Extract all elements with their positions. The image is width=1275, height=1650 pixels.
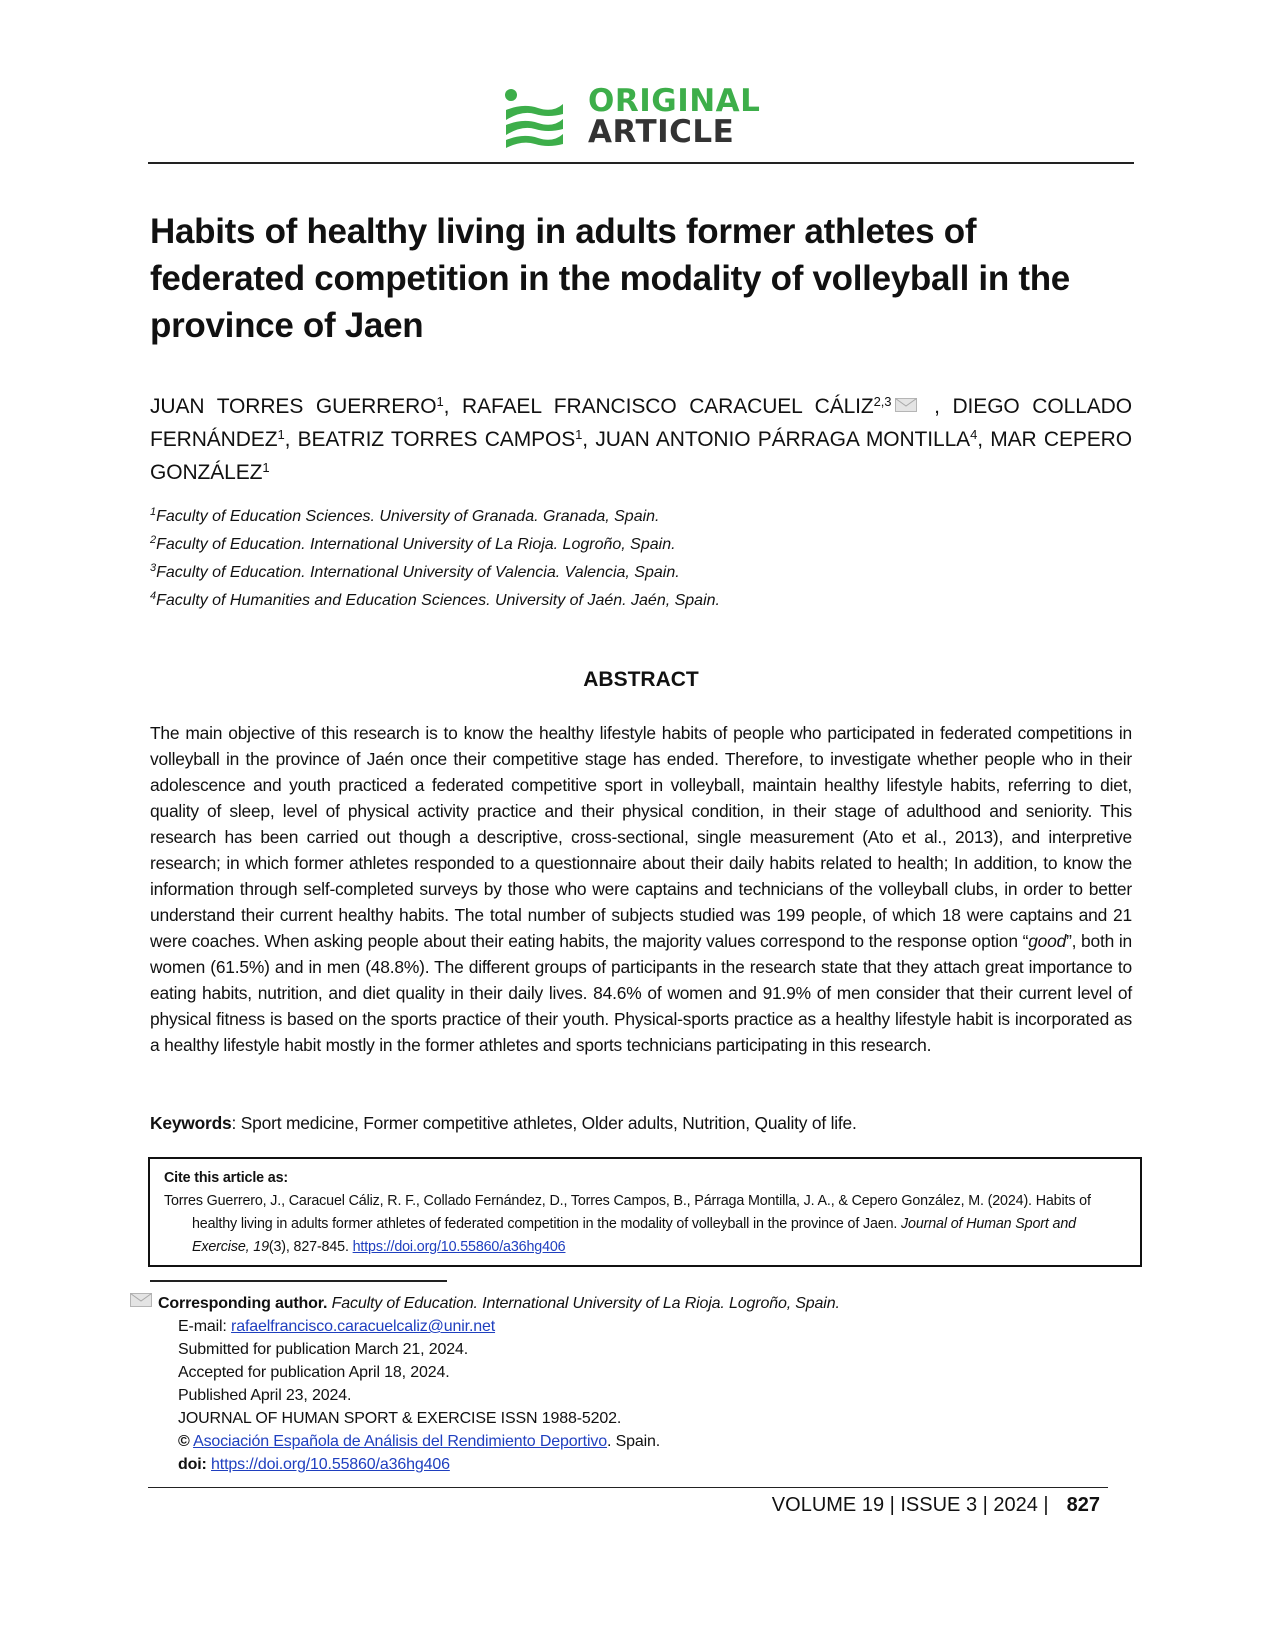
affiliation-text: Faculty of Education Sciences. University of Granada. Granada, Spain. xyxy=(156,508,660,525)
page-footer xyxy=(700,1494,1100,1517)
author-name: MAR CEPERO GONZÁLEZ xyxy=(150,428,1132,484)
abstract-text-part1: The main objective of this research is to know the healthy lifestyle habits of people who participated in federated competitions in volleyball in the province of Jaén once their competitive stage has ended. Therefore, to investigate whether people who in their adolescence and youth practiced a federated competitive sport in volleyball, maintain healthy lifestyle habits, referring to diet, quality of sleep, level of physical activity practice and their physical condition, in their stage of adulthood and seniority. This research has been carried out though a descriptive, cross-sectional, single measurement (Ato et al., 2013), and interpretive research; in which former athletes responded to a questionnaire about their daily habits related to health; In addition, to know the information through self-completed surveys by those who were captains and technicians of the volleyball clubs, in order to better understand their current healthy habits. The total number of subjects studied was 199 people, of which 18 were captains and 21 were coaches. When asking people about their eating habits, the majority values correspond to the response option “ xyxy=(150,723,1132,951)
author-separator: , xyxy=(582,428,596,451)
author-name: RAFAEL FRANCISCO CARACUEL CÁLIZ xyxy=(461,395,874,418)
author-separator: , xyxy=(284,428,298,451)
cite-journal: Journal of Human Sport and Exercise, 19 xyxy=(192,1216,1076,1255)
affiliation-text: Faculty of Education. International University of La Rioja. Logroño, Spain. xyxy=(156,536,676,553)
logo-text xyxy=(588,83,761,150)
affiliation-number: 4 xyxy=(150,590,157,602)
stripes-logo-icon xyxy=(503,88,565,148)
corresponding-author-label: Corresponding author. xyxy=(158,1295,328,1312)
affiliation-list xyxy=(150,503,1050,615)
original-article-logo xyxy=(503,83,783,152)
affiliation-text: Faculty of Education. International University of Valencia. Valencia, Spain. xyxy=(156,564,680,581)
affiliation-item xyxy=(150,587,1050,615)
affiliation-item xyxy=(150,531,1050,559)
cite-main-text: Torres Guerrero, J., Caracuel Cáliz, R. F., Collado Fernández, D., Torres Campos, B., Párraga Montilla, J. A., & Cepero González, M. (2024). Habits of healthy living in adults former athletes of federated competition in the modality of volleyball in the province of Jaen. xyxy=(164,1193,1091,1232)
author-affiliation-sup: 1 xyxy=(436,394,444,409)
doi-label: doi: xyxy=(178,1456,207,1473)
author-separator: , xyxy=(977,428,991,451)
author-name: BEATRIZ TORRES CAMPOS xyxy=(297,428,576,451)
copyright-line xyxy=(130,1430,1110,1453)
copyright-tail: . Spain. xyxy=(606,1433,661,1450)
author-affiliation-sup: 1 xyxy=(575,427,583,442)
journal-issn: JOURNAL OF HUMAN SPORT & EXERCISE ISSN 1988-5202. xyxy=(178,1410,622,1427)
corresponding-author-line xyxy=(130,1292,1110,1315)
volume-info: VOLUME 19 | ISSUE 3 | 2024 | xyxy=(771,1494,1049,1516)
copyright-org-link[interactable]: Asociación Española de Análisis del Rendimiento Deportivo xyxy=(193,1433,607,1450)
email-line xyxy=(130,1315,1110,1338)
accepted-date: Accepted for publication April 18, 2024. xyxy=(178,1364,450,1381)
author-name: DIEGO COLLADO FERNÁNDEZ xyxy=(150,395,1132,451)
page-number: 827 xyxy=(1066,1494,1100,1516)
footnote-divider xyxy=(150,1280,447,1282)
keywords-label: Keywords xyxy=(150,1113,232,1133)
author-affiliation-sup: 1 xyxy=(262,460,270,475)
doi-link[interactable]: https://doi.org/10.55860/a36hg406 xyxy=(211,1456,450,1473)
keywords-text: : Sport medicine, Former competitive athletes, Older adults, Nutrition, Quality of life. xyxy=(231,1113,857,1133)
affiliation-text: Faculty of Humanities and Education Sciences. University of Jaén. Jaén, Spain. xyxy=(156,592,720,609)
author-list xyxy=(150,390,1132,489)
corresponding-affiliation: Faculty of Education. International University of La Rioja. Logroño, Spain. xyxy=(327,1295,840,1312)
corresponding-author-block xyxy=(130,1292,1110,1476)
author-separator: , xyxy=(443,395,462,418)
affiliation-number: 1 xyxy=(150,506,157,518)
published-date: Published April 23, 2024. xyxy=(178,1387,352,1404)
cite-reference xyxy=(164,1190,1126,1259)
abstract-heading: ABSTRACT xyxy=(583,668,699,691)
keywords xyxy=(150,1110,1132,1136)
abstract-text-italic: good xyxy=(1028,931,1067,951)
affiliation-number: 2 xyxy=(150,534,157,546)
abstract-text-part2: ”, both in women (61.5%) and in men (48.8%). The different groups of participants in the research state that they attach great importance to eating habits, nutrition, and diet quality in their daily lives. 84.6% of women and 91.9% of men consider that their current level of physical fitness is based on the sports practice of their youth. Physical-sports practice as a healthy lifestyle habit is incorporated as a healthy lifestyle habit mostly in the former athletes and sports technicians participating in this research. xyxy=(150,931,1132,1055)
copyright-symbol: © xyxy=(178,1433,190,1450)
author-name: JUAN ANTONIO PÁRRAGA MONTILLA xyxy=(595,428,971,451)
cite-heading: Cite this article as: xyxy=(164,1170,288,1186)
corresponding-envelope-icon[interactable] xyxy=(895,398,917,412)
header-divider xyxy=(148,162,1134,164)
author-separator: , xyxy=(921,395,953,418)
doi-line xyxy=(130,1453,1110,1476)
email-link[interactable]: rafaelfrancisco.caracuelcaliz@unir.net xyxy=(231,1318,496,1335)
author-name: JUAN TORRES GUERRERO xyxy=(150,395,437,418)
article-title: Habits of healthy living in adults former athletes of federated competition in the modality of volleyball in the province of Jaen xyxy=(150,212,1070,345)
logo-line-article: ARTICLE xyxy=(588,114,735,150)
author-affiliation-sup: 1 xyxy=(277,427,285,442)
abstract-text xyxy=(150,720,1132,1058)
affiliation-item xyxy=(150,503,1050,531)
email-label: E-mail: xyxy=(178,1318,232,1335)
cite-issue-pages: (3), 827-845. xyxy=(268,1239,353,1255)
submitted-date: Submitted for publication March 21, 2024. xyxy=(178,1341,469,1358)
affiliation-item xyxy=(150,559,1050,587)
author-affiliation-sup: 4 xyxy=(970,427,978,442)
affiliation-number: 3 xyxy=(150,562,157,574)
cite-doi-link[interactable]: https://doi.org/10.55860/a36hg406 xyxy=(352,1239,566,1255)
logo-line-original: ORIGINAL xyxy=(588,83,761,119)
cite-box xyxy=(148,1157,1142,1267)
author-affiliation-sup: 2,3 xyxy=(873,394,892,409)
envelope-icon xyxy=(130,1293,152,1307)
footer-divider xyxy=(148,1487,1108,1488)
